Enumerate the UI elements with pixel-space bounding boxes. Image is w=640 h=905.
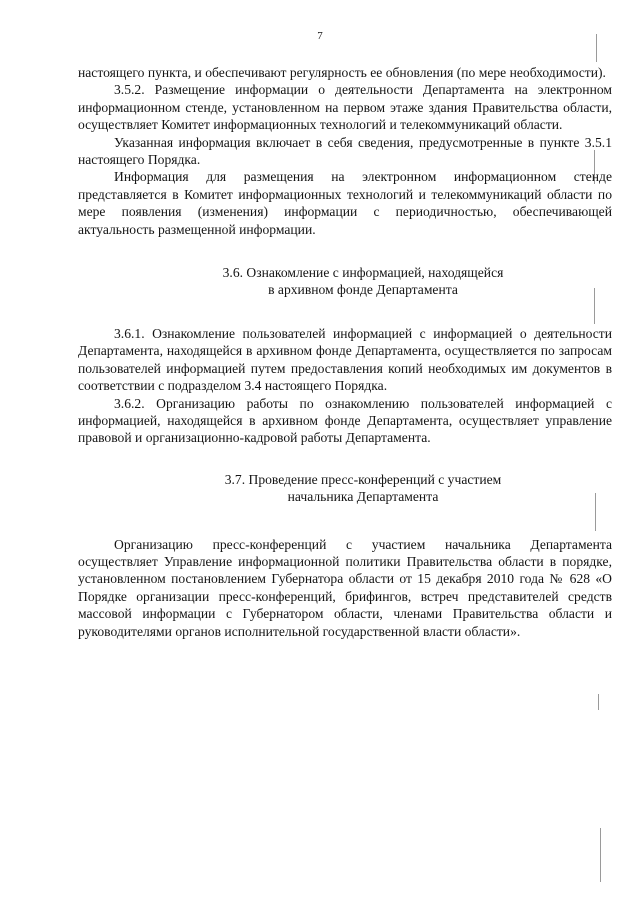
section-3-6-heading	[78, 264, 612, 299]
document-body	[78, 64, 612, 640]
paragraph-3-6-1: 3.6.1. Ознакомление пользователей информацией с информацией о деятельности Департамента, находящейся в архивном фонде Департамента, осуществляется по запросам пользователей информацией путем предоставления копий необходимых им документов в соответствии с подразделом 3.4 настоящего Порядка.	[78, 325, 612, 394]
scan-margin-mark	[598, 694, 599, 710]
paragraph-info-placement: Информация для размещения на электронном информационном стенде представляется в Комитет информационных технологий и телекоммуникаций области по мере появления (изменения) информации с периодичностью, обеспечивающей актуальность размещенной информации.	[78, 169, 612, 237]
paragraph-3-7: Организацию пресс-конференций с участием начальника Департамента осуществляет Управление информационной политики Правительства области в порядке, установленном постановлением Губернатора области от 15 декабря 2010 года № 628 «О Порядке организации пресс-конференций, брифингов, встреч представителей средств массовой информации с Губернатором области, членами Правительства области и руководителями органов исполнительной государственной власти области».	[78, 536, 612, 639]
section-3-7-heading	[78, 471, 612, 506]
section-3-6-heading-line1: 3.6. Ознакомление с информацией, находящейся	[222, 265, 504, 281]
page-number: 7	[317, 30, 323, 42]
paragraph-3-6-2: 3.6.2. Организацию работы по ознакомлению пользователей информацией с информацией, находящейся в архивном фонде Департамента, осуществляет управление правовой и организационно-кадровой работы Департамента.	[78, 395, 612, 446]
paragraph-continuation: настоящего пункта, и обеспечивают регулярность ее обновления (по мере необходимости).	[78, 65, 606, 80]
section-3-7-heading-line2: начальника Департамента	[287, 489, 439, 505]
scan-margin-mark	[596, 34, 597, 62]
paragraph-3-5-2: 3.5.2. Размещение информации о деятельности Департамента на электронном информационном стенде, установленном на первом этаже здания Правительства области, осуществляет Комитет информационных технологий и телекоммуникаций области.	[78, 82, 612, 133]
scan-margin-mark	[600, 828, 601, 882]
paragraph-info-content: Указанная информация включает в себя сведения, предусмотренные в пункте 3.5.1 настоящего Порядка.	[78, 134, 612, 168]
section-3-6-heading-line2: в архивном фонде Департамента	[268, 282, 458, 298]
section-3-7-heading-line1: 3.7. Проведение пресс-конференций с участием	[224, 471, 502, 487]
